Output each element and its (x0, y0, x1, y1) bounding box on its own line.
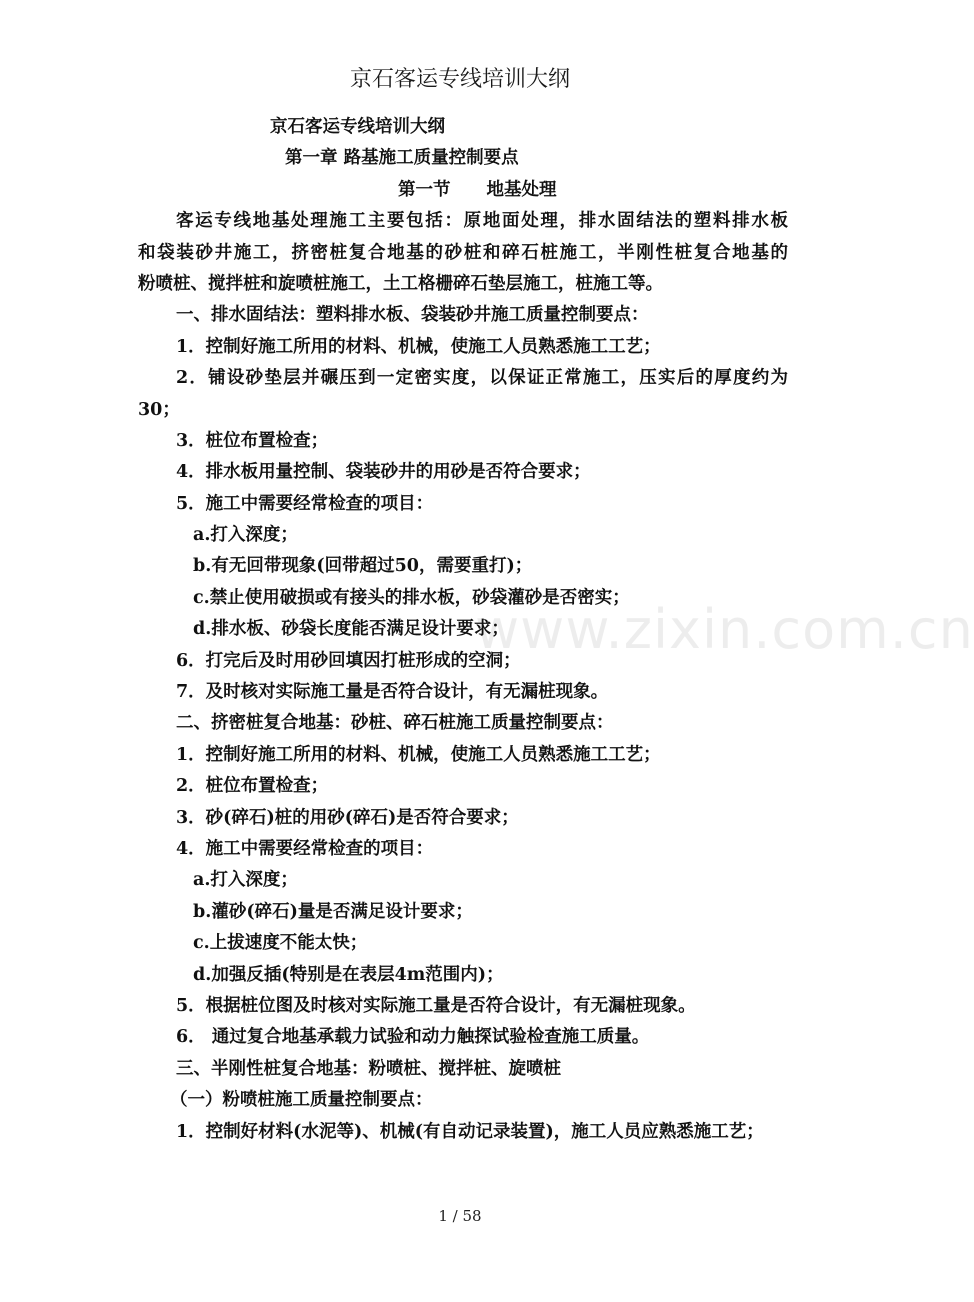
list-item-continuation: 30； (138, 399, 180, 420)
list-item: 4．排水板用量控制、袋装砂井的用砂是否符合要求； (176, 462, 591, 483)
list-item: 3．桩位布置检查； (176, 430, 329, 451)
list-item: 4．施工中需要经常检查的项目： (176, 838, 434, 859)
sub-item: b.有无回带现象(回带超过50，需要重打)； (193, 556, 533, 577)
intro-line-2: 和袋装砂井施工，挤密桩复合地基的砂桩和碎石桩施工，半刚性桩复合地基的 (138, 242, 788, 263)
part3-subheading: （一）粉喷桩施工质量控制要点： (170, 1090, 433, 1111)
section-name: 地基处理 (486, 179, 557, 200)
list-item: 1．控制好材料(水泥等)、机械(有自动记录装置)，施工人员应熟悉施工艺； (176, 1121, 764, 1142)
list-item: 2．铺设砂垫层并碾压到一定密实度，以保证正常施工，压实后的厚度约为 (176, 368, 788, 389)
part3-heading: 三、半刚性桩复合地基：粉喷桩、搅拌桩、旋喷桩 (176, 1058, 561, 1079)
intro-line-1: 客运专线地基处理施工主要包括：原地面处理，排水固结法的塑料排水板 (176, 211, 788, 232)
list-item: 1．控制好施工所用的材料、机械，使施工人员熟悉施工工艺； (176, 336, 661, 357)
section-number: 第一节 (398, 179, 451, 200)
chapter-title: 第一章 路基施工质量控制要点 (285, 148, 519, 169)
list-item: 3．砂(碎石)桩的用砂(碎石)是否符合要求； (176, 807, 519, 828)
section-title (138, 175, 788, 206)
watermark: www.zixin.com.cn (475, 598, 974, 661)
page-number: 1 / 58 (438, 1207, 482, 1225)
intro-line-3: 粉喷桩、搅拌桩和旋喷桩施工，土工格栅碎石垫层施工，桩施工等。 (138, 273, 663, 294)
sub-item: b.灌砂(碎石)量是否满足设计要求； (193, 901, 473, 922)
page-header-title: 京石客运专线培训大纲 (349, 67, 570, 92)
list-item: 6． 通过复合地基承载力试验和动力触探试验检查施工质量。 (176, 1027, 650, 1048)
document-title: 京石客运专线培训大纲 (270, 117, 445, 137)
list-item: 2．桩位布置检查； (176, 776, 329, 797)
sub-item: d.排水板、砂袋长度能否满足设计要求； (193, 619, 509, 640)
sub-item: c.上拔速度不能太快； (193, 933, 368, 954)
sub-item: a.打入深度； (193, 870, 298, 891)
list-item: 7．及时核对实际施工量是否符合设计，有无漏桩现象。 (176, 682, 609, 703)
part1-heading: 一、排水固结法：塑料排水板、袋装砂井施工质量控制要点： (176, 305, 649, 326)
list-item: 6．打完后及时用砂回填因打桩形成的空洞； (176, 650, 521, 671)
document-body (138, 112, 788, 1148)
list-item: 1．控制好施工所用的材料、机械，使施工人员熟悉施工工艺； (176, 744, 661, 765)
sub-item: d.加强反插(特别是在表层4m范围内)； (193, 964, 504, 985)
list-item: 5．根据桩位图及时核对实际施工量是否符合设计，有无漏桩现象。 (176, 995, 696, 1016)
sub-item: a.打入深度； (193, 525, 298, 546)
list-item: 5．施工中需要经常检查的项目： (176, 493, 434, 514)
sub-item: c.禁止使用破损或有接头的排水板，砂袋灌砂是否密实； (193, 587, 630, 608)
part2-heading: 二、挤密桩复合地基：砂桩、碎石桩施工质量控制要点： (176, 713, 614, 734)
